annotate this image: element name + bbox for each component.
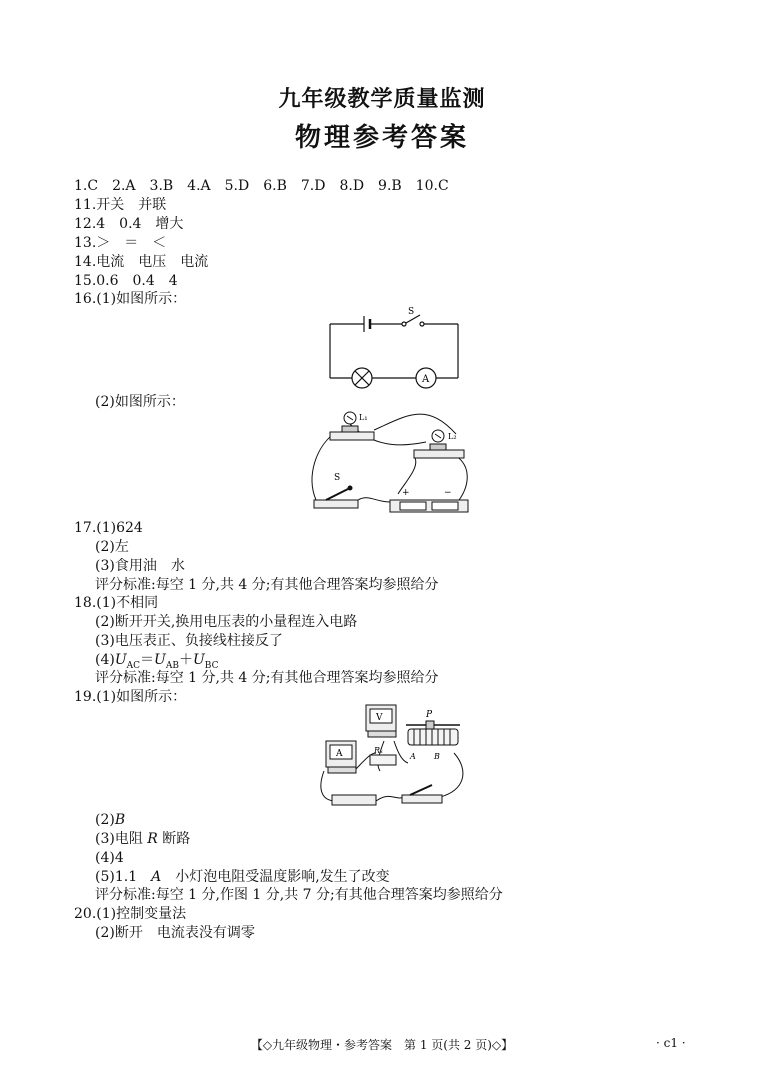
answer-q14: 14.电流 电压 电流: [74, 254, 209, 270]
q19-2-value: B: [114, 812, 126, 828]
answer-q16-1: 16.(1)如图所示：: [74, 291, 187, 307]
answer-q18-score: 评分标准:每空 1 分,共 4 分;有其他合理答案均参照给分: [95, 670, 439, 686]
answer-q18-1: 18.(1)不相同: [74, 595, 159, 611]
q19-5-prefix: (5)1.1: [95, 869, 152, 885]
answer-q19-4: (4)4: [95, 850, 124, 866]
resistor-rx: [370, 755, 396, 765]
rheostat-slider: [426, 721, 434, 729]
switch-base: [402, 795, 442, 803]
ammeter-label: A: [422, 374, 430, 385]
battery-minus-label: −: [444, 488, 452, 498]
answer-q19-2: [95, 811, 125, 829]
battery-plus-label: +: [402, 488, 410, 498]
voltage-symbol: U: [154, 652, 166, 668]
lamp1-label: L₁: [359, 413, 368, 422]
plus-sign: ＋: [178, 652, 193, 668]
switch-contact: [420, 322, 424, 326]
switch-lever: [326, 488, 350, 500]
circuit-wiring-parallel-lamps: [306, 406, 478, 518]
answer-q12: 12.4 0.4 增大: [74, 216, 184, 232]
page-title-line2: 物理参考答案: [294, 123, 469, 153]
switch-lever: [410, 785, 432, 795]
answer-q20-2: (2)断开 电流表没有调零: [95, 925, 255, 941]
answer-q17-2: (2)左: [95, 539, 129, 555]
voltmeter-label: V: [376, 713, 383, 723]
q19-3-prefix: (3)电阻: [95, 831, 148, 847]
wire: [456, 456, 467, 504]
answer-q18-2: (2)断开开关,换用电压表的小量程连入电路: [95, 614, 358, 630]
lamp2-label: L₂: [448, 432, 457, 441]
q18-4-prefix: (4): [95, 652, 115, 668]
lamp2-base: [414, 450, 464, 458]
q19-3-suffix: 断路: [157, 831, 191, 847]
answer-q19-5: [95, 868, 390, 886]
page-mark: · c1 ·: [656, 1036, 686, 1050]
page-footer: 【◇九年级物理・参考答案 第 1 页(共 2 页)◇】: [250, 1038, 514, 1052]
circuit-wiring-resistance-experiment: [314, 701, 476, 813]
voltage-symbol: U: [114, 652, 127, 668]
answer-q17-1: 17.(1)624: [74, 520, 143, 536]
current-unit: A: [151, 869, 162, 885]
q19-5-suffix: 小灯泡电阻受温度影响,发生了改变: [161, 869, 390, 885]
wire: [374, 414, 456, 434]
wire: [358, 498, 390, 502]
slider-label: P: [426, 710, 433, 720]
answer-q19-score: 评分标准:每空 1 分,作图 1 分,共 7 分;有其他合理答案均参照给分: [95, 887, 503, 903]
answer-q19-3: [95, 830, 190, 848]
voltage-subscript-ab: AB: [165, 660, 179, 671]
ammeter-label: A: [336, 749, 343, 759]
resistance-symbol: R: [147, 831, 158, 847]
answer-q11: 11.开关 并联: [74, 197, 167, 213]
voltage-subscript-bc: BC: [204, 660, 219, 671]
circuit-diagram-series: [320, 304, 470, 394]
switch-label: S: [334, 473, 341, 483]
switch-label: S: [408, 307, 415, 317]
answer-q20-1: 20.(1)控制变量法: [74, 906, 187, 922]
answer-q13: 13.＞ ＝ ＜: [74, 235, 167, 251]
wire: [312, 432, 336, 500]
answer-q17-score: 评分标准:每空 1 分,共 4 分;有其他合理答案均参照给分: [95, 577, 439, 593]
resistor-label: Rₓ: [374, 746, 383, 755]
answer-q17-3: (3)食用油 水: [95, 558, 185, 574]
answer-q16-2: (2)如图所示：: [95, 394, 185, 410]
wire: [376, 796, 404, 801]
page-title-line1: 九年级教学质量监测: [278, 87, 486, 112]
answer-q1-10: 1.C 2.A 3.B 4.A 5.D 6.B 7.D 8.D 9.B 10.C: [74, 178, 449, 194]
battery-holder: [332, 795, 376, 805]
lamp1-base: [330, 432, 374, 440]
equals-sign: ＝: [140, 652, 155, 668]
switch-base: [314, 500, 358, 508]
wire: [440, 753, 463, 797]
answer-q19-1: 19.(1)如图所示：: [74, 689, 187, 705]
voltage-subscript-ac: AC: [126, 660, 141, 671]
terminal-b-label: B: [434, 752, 440, 761]
terminal-a-label: A: [410, 752, 416, 761]
answer-q18-3: (3)电压表正、负接线柱接反了: [95, 633, 283, 649]
q19-2-prefix: (2): [95, 812, 115, 828]
voltage-symbol: U: [192, 652, 205, 668]
switch-pivot: [402, 322, 406, 326]
answer-q15: 15.0.6 0.4 4: [74, 273, 178, 289]
